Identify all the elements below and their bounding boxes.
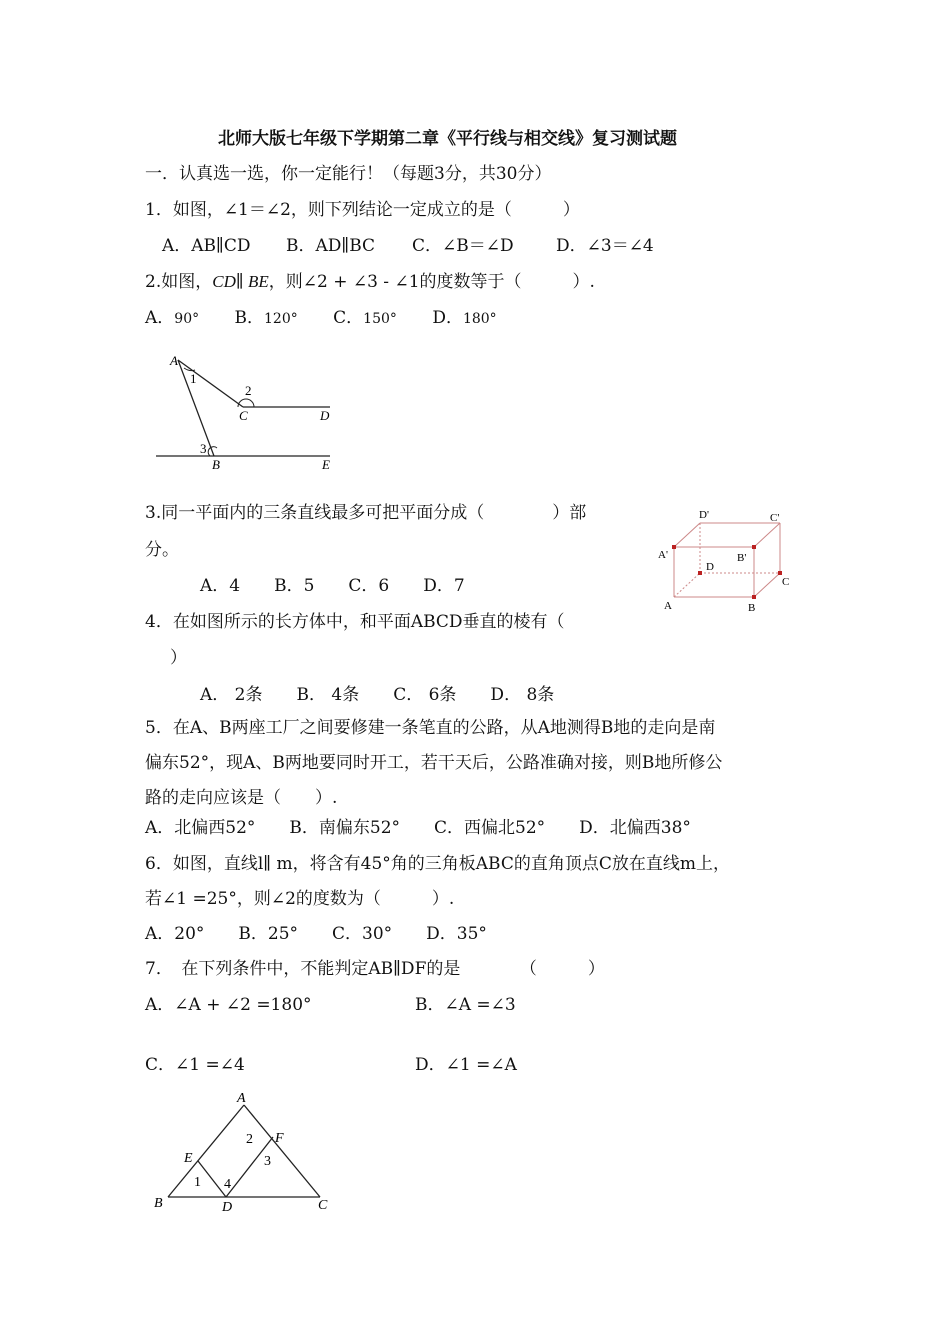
q7-option-a: A．∠A + ∠2 =180° [145,995,312,1015]
q7-fig-label-f: F [275,1131,284,1146]
q3-stem-cont: 分。 [145,540,179,560]
q2-fig-label-c: C [239,408,248,423]
q2-option-a: 90° [174,311,200,327]
q2-option-b: 120° [264,311,298,327]
q2-figure [150,350,350,475]
q5-line3: 路的走向应该是（ ）. [145,788,338,808]
q4-fig-label-b1: B' [737,552,747,564]
q4-fig-label-d: D [706,561,714,573]
q4-fig-label-d1: D' [699,509,709,521]
q2-label-b: B． [234,308,265,328]
q2-fig-label-b: B [212,457,220,472]
q6-line2: 若∠1 =25°，则∠2的度数为（ ）. [145,889,455,909]
q7-option-b: B．∠A =∠3 [415,995,516,1015]
q4-box-figure [650,505,800,617]
q7-fig-angle-3: 3 [264,1154,271,1169]
q5-options: A．北偏西52° B．南偏东52° C．西偏北52° D．北偏西38° [145,818,691,838]
q5-line1: 5．在A、B两座工厂之间要修建一条笔直的公路，从A地测得B地的走向是南 [145,718,716,738]
q4-fig-label-c: C [782,576,790,588]
q2-fig-angle-3: 3 [200,441,207,456]
q2-stem [145,270,595,294]
q6-line1: 6．如图，直线l∥ m，将含有45°角的三角板ABC的直角顶点C放在直线m上， [145,854,730,874]
q7-fig-label-e: E [184,1151,193,1166]
q7-triangle-figure [148,1085,348,1220]
section-heading: 一．认真选一选，你一定能行！（每题3分，共30分） [145,164,552,184]
q2-label-d: D． [432,308,463,328]
q1-option-d: D．∠3＝∠4 [556,236,654,256]
q1-option-a: A．AB∥CD [162,236,251,256]
q2-options [145,306,497,331]
q2-fig-label-a: A [170,353,178,368]
q7-fig-angle-4: 4 [224,1177,231,1192]
q4-fig-label-a1: A' [658,549,668,561]
q4-fig-label-b: B [748,602,756,614]
q2-stem-prefix: 2.如图， [145,272,213,292]
q7-fig-label-a: A [237,1091,246,1106]
q2-fig-angle-2: 2 [245,383,252,398]
q7-fig-angle-2: 2 [246,1132,253,1147]
q1-option-b: B．AD∥BC [286,236,376,256]
q4-options: A． 2条 B． 4条 C． 6条 D． 8条 [200,685,555,705]
q2-option-d: 180° [462,311,497,327]
q2-option-c: 150° [363,311,397,327]
q2-fig-label-d: D [320,408,330,423]
q2-stem-expr: CD∥ BE [212,272,269,291]
q4-stem: 4．在如图所示的长方体中，和平面ABCD垂直的棱有（ [145,612,565,632]
q5-line2: 偏东52°，现A、B两地要同时开工，若干天后，公路准确对接，则B地所修公 [145,753,723,773]
q2-label-a: A． [145,308,175,328]
q7-fig-angle-1: 1 [194,1175,201,1190]
q4-fig-label-c1: C' [770,512,780,524]
q1-option-c: C．∠B＝∠D [412,236,514,256]
q7-option-d: D．∠1 =∠A [415,1055,517,1075]
q7-stem: 7． 在下列条件中，不能判定AB∥DF的是 （ ） [145,959,605,979]
page-title: 北师大版七年级下学期第二章《平行线与相交线》复习测试题 [218,129,677,149]
q7-fig-label-b: B [154,1196,163,1211]
q7-fig-label-d: D [222,1200,233,1215]
q4-fig-label-a: A [664,600,672,612]
q2-label-c: C． [333,308,364,328]
q3-stem: 3.同一平面内的三条直线最多可把平面分成（ ）部 [145,503,587,523]
q6-options: A．20° B．25° C．30° D．35° [145,924,487,944]
q2-stem-suffix: ，则∠2 + ∠3 - ∠1的度数等于（ ）. [268,272,595,292]
q3-options: A．4 B．5 C．6 D．7 [200,576,465,596]
q2-fig-angle-1: 1 [190,371,197,386]
q7-option-c: C．∠1 =∠4 [145,1055,245,1075]
q4-stem-cont: ） [170,648,187,668]
q2-fig-label-e: E [322,457,330,472]
q1-stem: 1．如图，∠1＝∠2，则下列结论一定成立的是（ ） [145,200,580,220]
q7-fig-label-c: C [318,1198,328,1213]
